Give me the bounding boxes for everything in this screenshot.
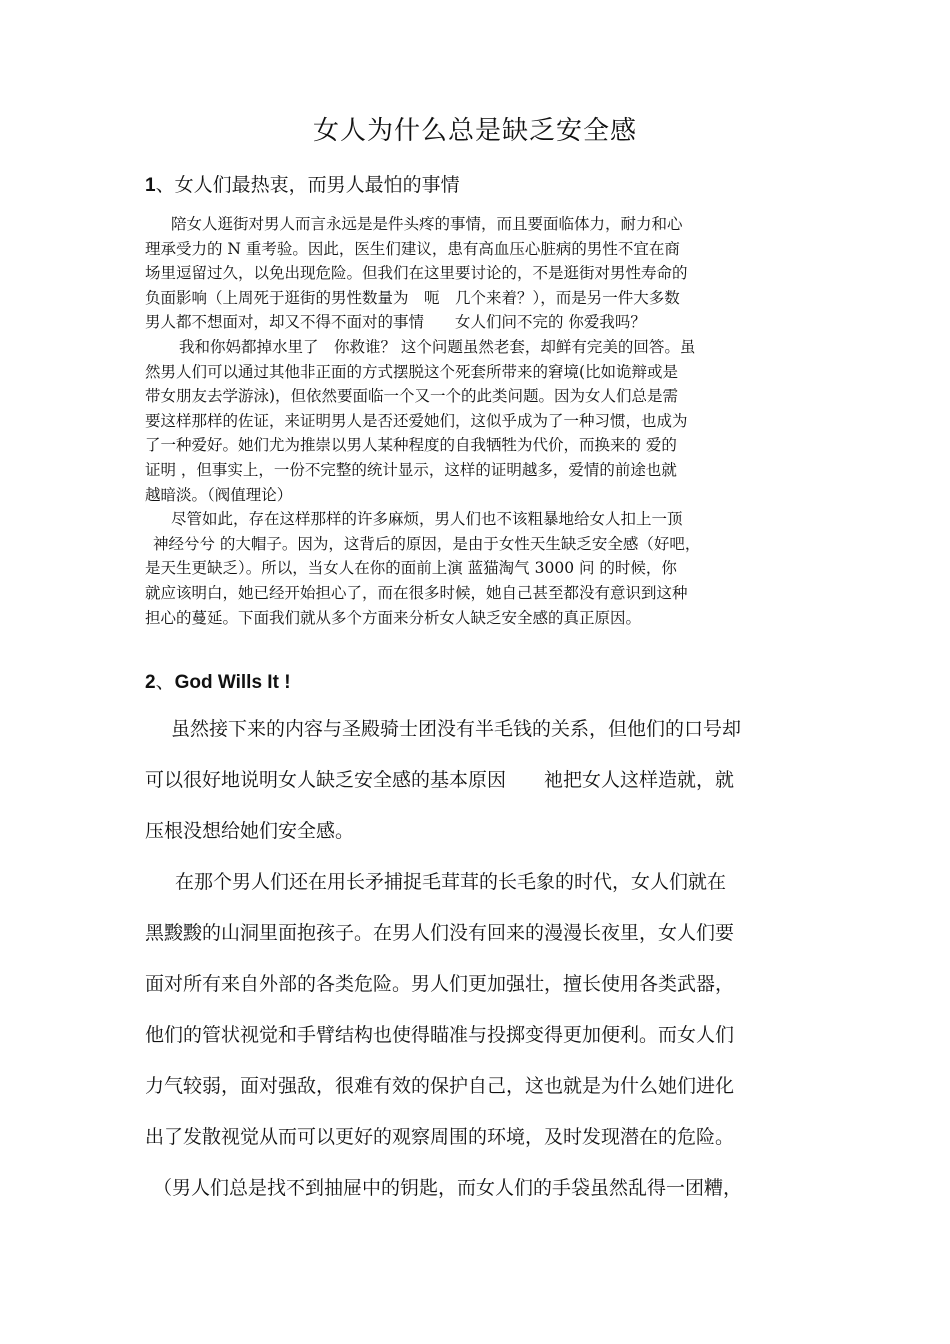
paragraph-line: 男人都不想面对，却又不得不面对的事情 女人们问不完的 你爱我吗？ xyxy=(145,313,646,332)
paragraph-line: 力气较弱，面对强敌，很难有效的保护自己，这也就是为什么她们进化 xyxy=(145,1075,735,1097)
section-2-body xyxy=(145,704,810,1214)
section-1-title: 、女人们最热衷，而男人最怕的事情 xyxy=(155,174,460,196)
paragraph-line: 越暗淡。（阀值理论） xyxy=(145,485,293,504)
paragraph-line: 黑黢黢的山洞里面抱孩子。在男人们没有回来的漫漫长夜里，女人们要 xyxy=(145,922,735,944)
paragraph-line: 虽然接下来的内容与圣殿骑士团没有半毛钱的关系，但他们的口号却 xyxy=(171,718,742,740)
paragraph-line: 面对所有来自外部的各类危险。男人们更加强壮，擅长使用各类武器， xyxy=(145,973,735,995)
paragraph-line: 尽管如此，存在这样那样的许多麻烦，男人们也不该粗暴地给女人扣上一顶 xyxy=(171,510,683,529)
paragraph-line: 就应该明白，她已经开始担心了，而在很多时候，她自己甚至都没有意识到这种 xyxy=(145,583,688,602)
paragraph-line: 他们的管状视觉和手臂结构也使得瞄准与投掷变得更加便利。而女人们 xyxy=(145,1024,735,1046)
section-2-separator: 、 xyxy=(155,671,175,693)
paragraph-line: 在那个男人们还在用长矛捕捉毛茸茸的长毛象的时代，女人们就在 xyxy=(175,871,727,893)
section-1-body xyxy=(145,212,810,630)
section-1-heading xyxy=(145,170,460,197)
paragraph-line: 我和你妈都掉水里了 你救谁？ 这个问题虽然老套，却鲜有完美的回答。虽 xyxy=(179,337,696,356)
paragraph-line: 要这样那样的佐证，来证明男人是否还爱她们，这似乎成为了一种习惯，也成为 xyxy=(145,411,688,430)
paragraph-line: 负面影响（上周死于逛街的男性数量为 呃 几个来着？），而是另一件大多数 xyxy=(145,288,680,307)
paragraph-line: 证明 ，但事实上，一份不完整的统计显示，这样的证明越多，爱情的前途也就 xyxy=(145,460,677,479)
paragraph-line: 压根没想给她们安全感。 xyxy=(145,820,355,842)
paragraph-line: 是天生更缺乏）。所以，当女人在你的面前上演 蓝猫淘气 3000 问 的时候，你 xyxy=(145,559,677,578)
section-2-number: 2 xyxy=(145,672,156,693)
section-2-title: God Wills It ! xyxy=(174,672,291,693)
paragraph-line: 神经兮兮 的大帽子。因为，这背后的原因，是由于女性天生缺乏安全感（好吧， xyxy=(153,534,701,553)
paragraph-line: 担心的蔓延。下面我们就从多个方面来分析女人缺乏安全感的真正原因。 xyxy=(145,608,642,627)
paragraph-line: 场里逗留过久，以免出现危险。但我们在这里要讨论的，不是逛街对男性寿命的 xyxy=(145,264,688,283)
section-2-heading xyxy=(145,667,291,694)
paragraph-line: 可以很好地说明女人缺乏安全感的基本原因 祂把女人这样造就，就 xyxy=(145,769,735,791)
paragraph-line: （男人们总是找不到抽屉中的钥匙，而女人们的手袋虽然乱得一团糟， xyxy=(153,1177,743,1199)
paragraph-line: 带女朋友去学游泳)，但依然要面临一个又一个的此类问题。因为女人们总是需 xyxy=(145,387,679,406)
paragraph-line: 出了发散视觉从而可以更好的观察周围的环境，及时发现潜在的危险。 xyxy=(145,1126,735,1148)
paragraph-line: 然男人们可以通过其他非正面的方式摆脱这个死套所带来的窘境(比如诡辩或是 xyxy=(145,362,679,381)
paragraph-line: 了一种爱好。她们尤为推崇以男人某种程度的自我牺牲为代价，而换来的 爱的 xyxy=(145,436,677,455)
paragraph-line: 理承受力的 N 重考验。因此，医生们建议，患有高血压心脏病的男性不宜在商 xyxy=(145,239,680,258)
paragraph-line: 陪女人逛街对男人而言永远是是件头疼的事情，而且要面临体力，耐力和心 xyxy=(171,215,683,233)
section-1-number: 1 xyxy=(145,175,156,196)
document-title: 女人为什么总是缺乏安全感 xyxy=(312,116,637,146)
